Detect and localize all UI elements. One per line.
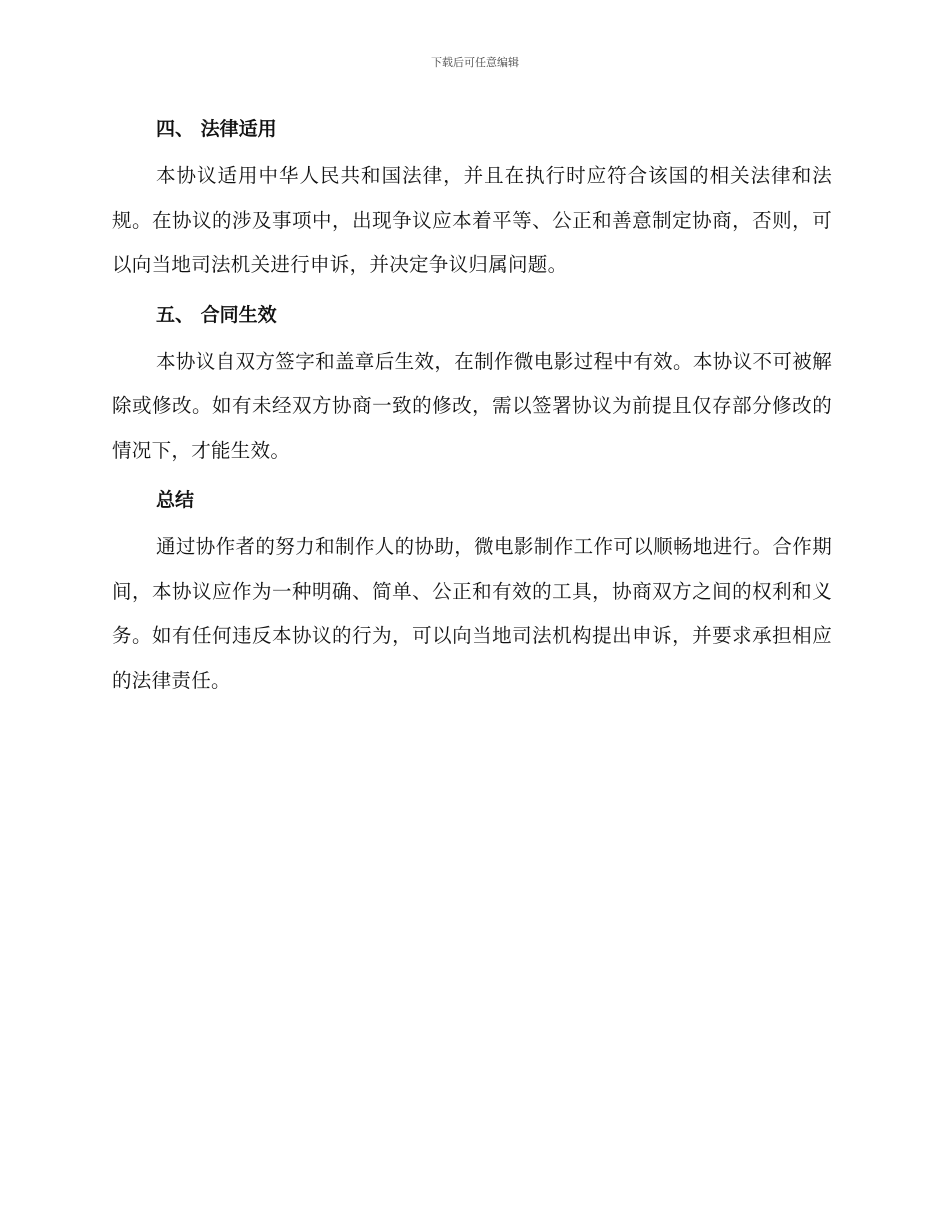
- section-paragraph-law: 本协议适用中华人民共和国法律，并且在执行时应符合该国的相关法律和法规。在协议的涉及事项中，出现争议应本着平等、公正和善意制定协商，否则，可以向当地司法机关进行申诉，并决定争议归属问题。: [112, 164, 832, 276]
- section-heading-effect: 五、 合同生效: [156, 303, 277, 326]
- section-paragraph-effect: 本协议自双方签字和盖章后生效，在制作微电影过程中有效。本协议不可被解除或修改。如有未经双方协商一致的修改，需以签署协议为前提且仅存部分修改的情况下，才能生效。: [112, 349, 832, 462]
- document-body: [112, 112, 832, 713]
- header-note: 下载后可任意编辑: [431, 56, 519, 69]
- section-paragraph-summary: 通过协作者的努力和制作人的协助，微电影制作工作可以顺畅地进行。合作期间，本协议应作为一种明确、简单、公正和有效的工具，协商双方之间的权利和义务。如有任何违反本协议的行为，可以向当地司法机构提出申诉，并要求承担相应的法律责任。: [112, 535, 832, 692]
- section-heading-summary: 总结: [156, 489, 195, 511]
- section-heading-law: 四、 法律适用: [156, 118, 277, 140]
